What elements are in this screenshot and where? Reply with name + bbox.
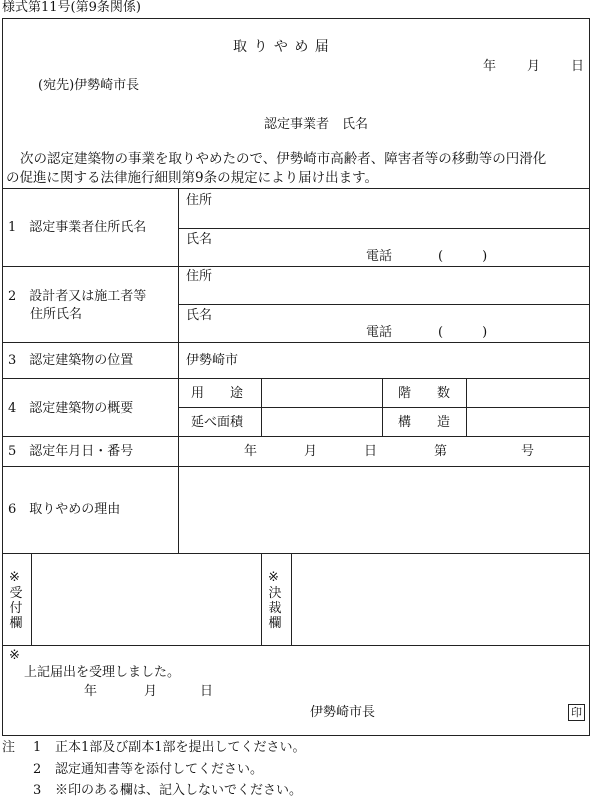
rule-r6-office — [2, 553, 590, 554]
r4-floors-label: 階 数 — [398, 386, 451, 401]
receipt-mayor: 伊勢崎市長 — [310, 705, 376, 720]
r5-day: 日 — [364, 444, 378, 459]
note-1-text: 正本1部及び副本1部を提出してください。 — [55, 740, 306, 755]
rule-office-2 — [261, 553, 262, 645]
date-day: 日 — [571, 59, 585, 74]
rule-top-section — [2, 188, 590, 189]
rule-office-3 — [291, 553, 292, 645]
receipt-month: 月 — [144, 684, 158, 699]
rule-r4-split — [178, 407, 590, 408]
r1-name-label: 氏名 — [186, 232, 213, 247]
addressee: (宛先)伊勢崎市長 — [38, 78, 140, 93]
r2-name-label: 氏名 — [186, 308, 213, 323]
applicant-name-label: 認定事業者 氏名 — [264, 117, 369, 132]
notes-heading: 注 — [2, 740, 16, 755]
r2-phone-label: 電話 — [366, 325, 393, 340]
rule-r2-r3 — [2, 342, 590, 343]
r2-address-label: 住所 — [186, 269, 213, 284]
r5-dai: 第 — [434, 444, 448, 459]
body-text-line-2: の促進に関する法律施行細則第9条の規定により届け出ます。 — [6, 170, 379, 186]
decision-mark: ※ — [268, 570, 279, 585]
r6-label: 6 取りやめの理由 — [8, 502, 121, 517]
form-title: 取 り や め 届 — [233, 39, 330, 55]
r3-location-value: 伊勢崎市 — [186, 353, 239, 368]
r4-structure-label: 構 造 — [398, 415, 451, 430]
reception-mark: ※ — [9, 570, 20, 585]
r1-label: 1 認定事業者住所氏名 — [8, 220, 147, 235]
note-3-text: ※印のある欄は、記入しないでください。 — [55, 783, 303, 798]
rule-r4-col-3 — [466, 378, 467, 436]
r5-go: 号 — [521, 444, 535, 459]
rule-label-column — [178, 188, 179, 553]
rule-r4-col-1 — [261, 378, 262, 436]
note-2-text: 認定通知書等を添付してください。 — [55, 762, 264, 777]
form-number: 様式第11号(第9条関係) — [2, 0, 141, 15]
receipt-day: 日 — [200, 684, 214, 699]
rule-r1-split — [178, 228, 590, 229]
r2-label-line-2: 住所氏名 — [30, 307, 83, 322]
date-month: 月 — [527, 59, 541, 74]
r1-address-label: 住所 — [186, 193, 213, 208]
r3-label: 3 認定建築物の位置 — [8, 353, 134, 368]
date-year: 年 — [483, 59, 497, 74]
r1-phone-label: 電話 — [366, 249, 393, 264]
rule-r4-col-2 — [382, 378, 383, 436]
r2-label-line-1: 2 設計者又は施工者等 — [8, 289, 147, 304]
r5-month: 月 — [304, 444, 318, 459]
reception-label: 受付欄 — [9, 586, 23, 631]
rule-r2-split — [178, 304, 590, 305]
r4-label: 4 認定建築物の概要 — [8, 401, 134, 416]
receipt-year: 年 — [84, 684, 98, 699]
rule-r1-r2 — [2, 266, 590, 267]
r1-phone-paren: ( ) — [438, 249, 488, 264]
rule-office-1 — [31, 553, 32, 645]
rule-r4-r5 — [2, 436, 590, 437]
note-3-number: 3 — [33, 783, 42, 798]
receipt-text: 上記届出を受理しました。 — [24, 665, 181, 680]
r5-label: 5 認定年月日・番号 — [8, 444, 134, 459]
decision-label: 決裁欄 — [268, 586, 282, 631]
note-1-number: 1 — [33, 740, 42, 755]
rule-office-receipt — [2, 645, 590, 646]
seal-mark: 印 — [568, 704, 585, 721]
r5-year: 年 — [244, 444, 258, 459]
r4-area-label: 延べ面積 — [191, 415, 244, 430]
note-2-number: 2 — [33, 762, 42, 777]
r2-phone-paren: ( ) — [438, 325, 488, 340]
r4-use-label: 用 途 — [191, 386, 244, 401]
rule-r3-r4 — [2, 378, 590, 379]
body-text-line-1: 次の認定建築物の事業を取りやめたので、伊勢崎市高齢者、障害者等の移動等の円滑化 — [20, 151, 547, 167]
receipt-mark: ※ — [9, 648, 20, 663]
rule-r5-r6 — [2, 466, 590, 467]
